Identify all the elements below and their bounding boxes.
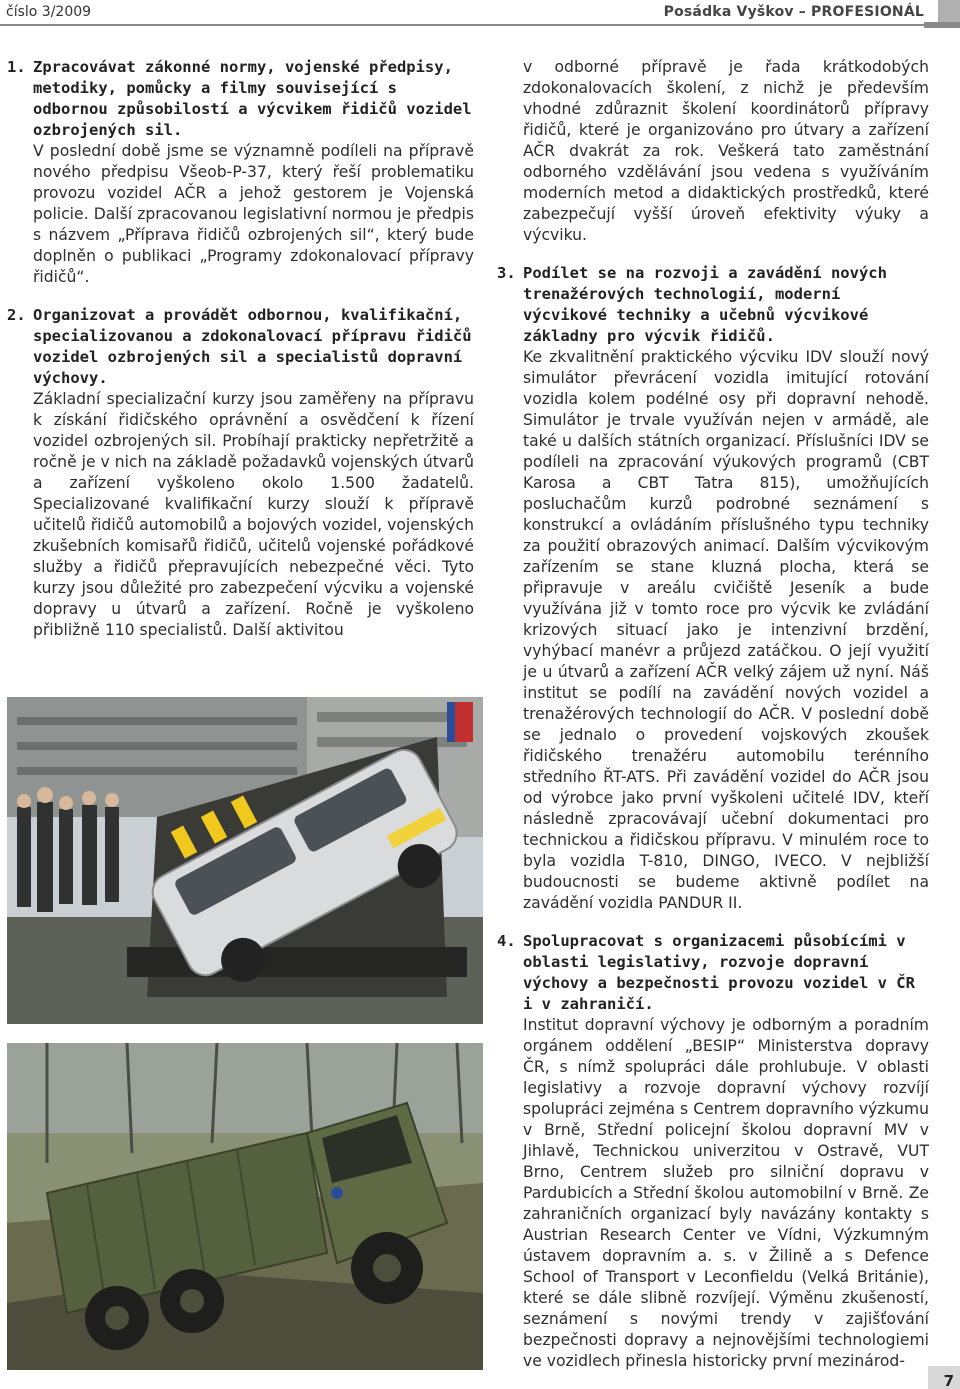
section-1-heading bbox=[7, 57, 474, 141]
issue-number: číslo 3/2009 bbox=[6, 4, 92, 20]
section-3-heading bbox=[497, 263, 929, 347]
section-4-text: Institut dopravní výchovy je odborným a poradním orgánem oddělení „BESIP“ Ministerstva dopravy ČR, s nímž spolupráci dále prohlubuje. V oblasti legislativy a rozvoje dopravní výchovy rozvíjí spolupráci zejména s Centrem dopravního výzkumu v Brně, Střední policejní školou dopravní MV v Jihlavě, Technickou univerzitou v Ostravě, VUT Brno, Centrem služeb pro silniční dopravu v Pardubicích a Střední školou automobilní v Brně. Ze zahraničních organizací byly navázány kontakty s Austrian Research Center ve Vídni, Výzkumným ústavem dopravním a. s. v Žilině a s Defence School of Transport v Leconfieldu (Velká Británie), které se dále slibně rozvíjejí. Výměnu zkušeností, seznámení s novými trendy v zajišťování bezpečnosti dopravy a nejnovějšími technologiemi ve vozidlech přinesla historicky první mezinárod- bbox=[523, 1016, 929, 1370]
section-2-heading bbox=[7, 305, 474, 389]
military-truck-illustration bbox=[7, 1043, 483, 1370]
section-1-number: 1. bbox=[7, 58, 26, 76]
section-3-title: Podílet se na rozvoji a zavádění nových trenažérových technologií, moderní výcvikové techniky a učebnů výcvikové základny pro výcvik řidičů. bbox=[523, 264, 887, 345]
section-4-number: 4. bbox=[497, 932, 516, 950]
section-1-text: V poslední době jsme se významně podíleli na přípravě nového předpisu Všeob-P-37, který řeší problematiku provozu vozidel AČR a jehož gestorem je Vojenská policie. Další zpracovanou legislativní normou je předpis s názvem „Příprava řidičů ozbrojených sil“, který bude doplněn o publikaci „Programy zdokonalovací přípravy řidičů“. bbox=[33, 142, 474, 286]
rollover-simulator-illustration bbox=[7, 697, 483, 1024]
section-2-continuation: v odborné přípravě je řada krátkodobých zdokonalovacích školení, z nichž je především vhodné zdůraznit školení koordinátorů přípravy řidičů, které je organizováno pro útvary a zařízení AČR dvakrát za rok. Veškerá tato zaměstnání odborného vzdělávání jsou vedena s využíváním moderních metod a didaktických prostředků, které zabezpečují vyšší úroveň efektivity výuky a výcviku. bbox=[523, 58, 929, 244]
left-column bbox=[7, 57, 474, 641]
page-number: 7 bbox=[943, 1372, 954, 1389]
section-3-text: Ke zkvalitnění praktického výcviku IDV slouží nový simulátor převrácení vozidla imitující rotování vozidla kolem podélné osy při dopravní nehodě. Simulátor je trvale využíván nejen v armádě, ale také u dalších státních organizací. Příslušníci IDV se podíleli na zpracování výukových programů (CBT Karosa a CBT Tatra 815), umožňujících posluchačům kurzů podrobné seznámení s konstrukcí a ovládáním příslušného typu techniky za použití obrazových animací. Dalším výcvikovým zařízením se stane kluzná plocha, která se připravuje v areálu cvičiště Jeseník a bude využívána již v tomto roce pro výcvik ke zvládání krizových situací jako je intenzivní brzdění, vyhýbací manévr a průjezd zatáčkou. O její využití je u útvarů a zařízení AČR velký zájem už nyní. Náš institut se podílí na zavádění nových vozidel a trenažérových technologií do AČR. V poslední době se jednalo o provedení vojskových zkoušek řidičského trenažéru automobilu terénního středního ŘT-ATS. Při zavádění vozidel do AČR jsou od výrobce jako první vyškoleni učitelé IDV, kteří následně zpracovávají učební dokumentaci pro technickou a řidičskou přípravu. V minulém roce to byla vozidla T-810, DINGO, IVECO. V nejbližší budoucnosti se budeme aktivně podílet na zavádění vozidla PANDUR II. bbox=[523, 348, 929, 912]
header-corner-strip bbox=[924, 22, 960, 28]
photo-military-truck bbox=[7, 1043, 483, 1370]
section-1-title: Zpracovávat zákonné normy, vojenské předpisy, metodiky, pomůcky a filmy související s odbornou způsobilostí a výcvikem řidičů vozidel ozbrojených sil. bbox=[33, 58, 472, 139]
section-2-number: 2. bbox=[7, 306, 26, 324]
right-column bbox=[497, 57, 929, 1372]
section-3-number: 3. bbox=[497, 264, 516, 282]
section-2-text: Základní specializační kurzy jsou zaměřeny na přípravu k získání řidičského oprávnění a osvědčení k řízení vozidel ozbrojených sil. Probíhají prakticky nepřetržitě a ročně je v nich na základě požadavků vojenských útvarů a zařízení vyškoleno okolo 1.500 žadatelů. Specializované kvalifikační kurzy slouží k přípravě učitelů řidičů automobilů a bojových vozidel, vojenských zkušebních komisařů řidičů, učitelů vojenské pořádkové služby a řidičů přepravujících nebezpečné věci. Tyto kurzy jsou důležité pro zabezpečení výcviku a vojenské dopravy u útvarů a zařízení. Ročně je vyškoleno přibližně 110 specialistů. Další aktivitou bbox=[33, 390, 474, 639]
photo-rollover-simulator bbox=[7, 697, 483, 1024]
header-rule bbox=[0, 24, 960, 26]
publication-title: Posádka Vyškov – PROFESIONÁL bbox=[663, 4, 924, 20]
section-4-title: Spolupracovat s organizacemi působícími v oblasti legislativy, rozvoje dopravní výchovy a bezpečnosti provozu vozidel v ČR i v zahraničí. bbox=[523, 932, 915, 1013]
section-2-title: Organizovat a provádět odbornou, kvalifikační, specializovanou a zdokonalovací přípravu řidičů vozidel ozbrojených sil a specialistů dopravní výchovy. bbox=[33, 306, 472, 387]
section-4-heading bbox=[497, 931, 929, 1015]
header-corner-block bbox=[938, 0, 960, 22]
